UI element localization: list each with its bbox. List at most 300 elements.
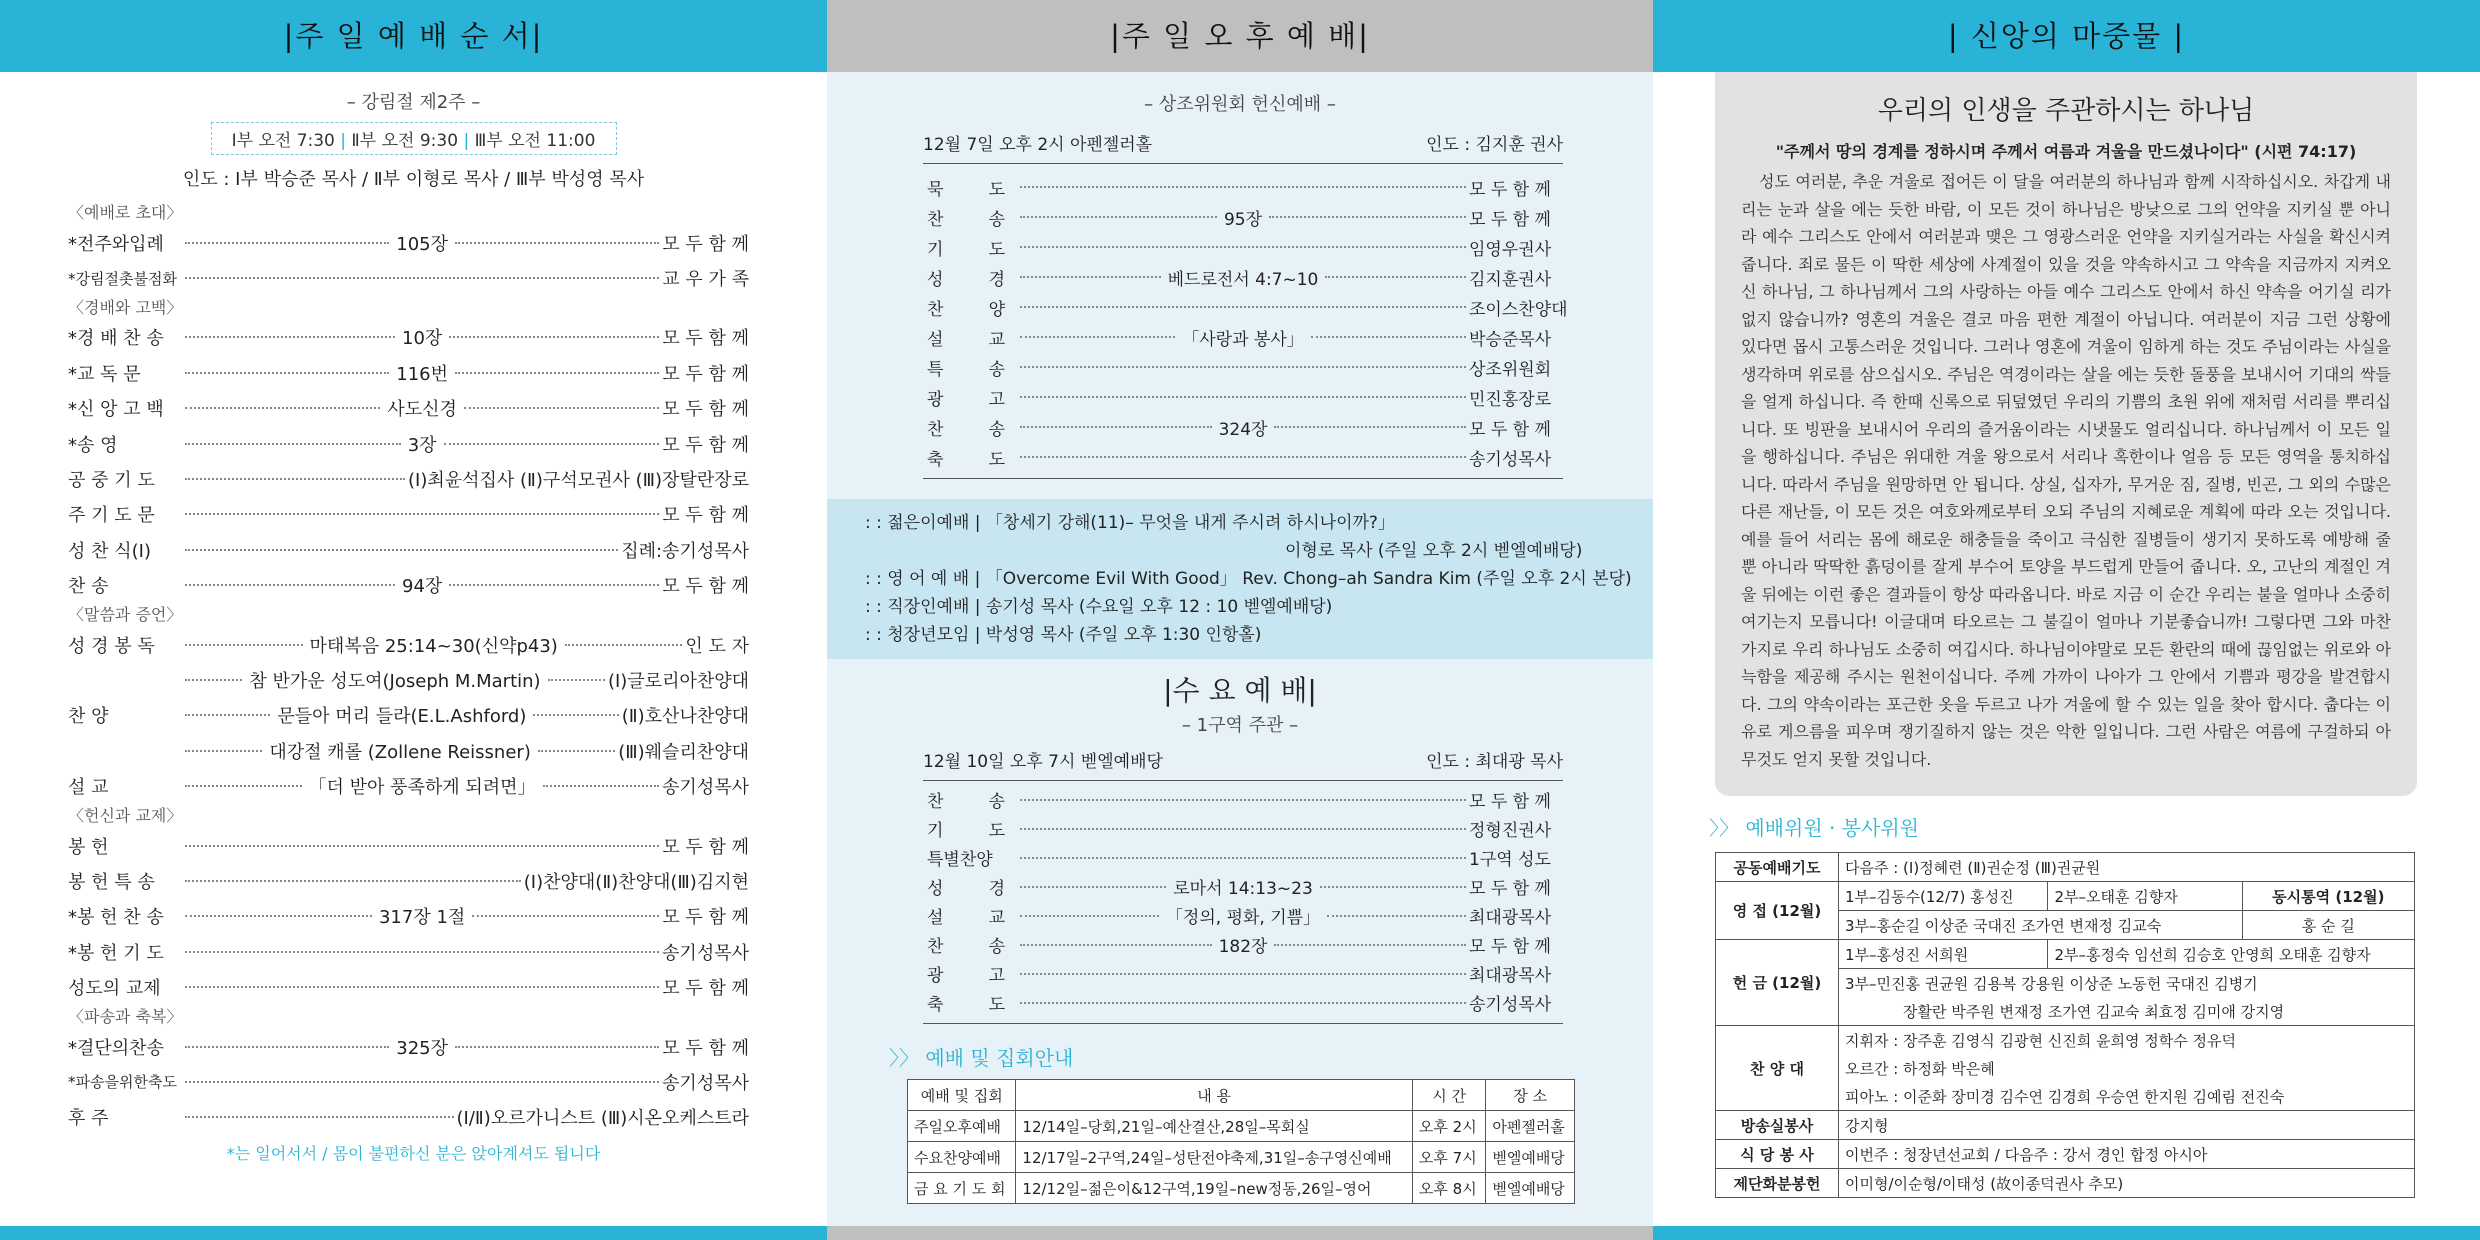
service-label-char: 경 [988,269,1005,290]
service-person: 모 두 함 께 [1469,792,1551,812]
order-person: (Ⅰ)찬양대(Ⅱ)찬양대(Ⅲ)김지현 [523,871,749,893]
dot-leader [185,785,302,787]
dot-leader [472,915,659,917]
order-row [68,1100,749,1135]
section-title: 〈말씀과 증언〉 [68,604,183,624]
dot-leader [185,1046,389,1048]
dot-leader [1020,216,1217,218]
service-row [927,292,1568,322]
dot-leader [185,372,389,374]
dot-leader [1020,336,1175,338]
order-row [68,1029,749,1064]
table-cell: 오르간 : 하정화 박은혜 [1839,1054,2415,1082]
dot-leader [449,584,659,586]
service-person: 1구역 성도 [1469,850,1551,870]
order-person: (Ⅱ)호산나찬양대 [621,706,749,728]
service-label [927,932,1017,957]
order-label: 성도의 교제 [68,978,161,1000]
table-cell: 금 요 기 도 회 [908,1173,1016,1204]
announcements [827,499,1653,659]
service-row [927,202,1561,232]
order-person: 송기성목사 [662,1072,749,1094]
dot-leader [1327,915,1466,917]
order-row [68,698,749,733]
table-header: 장 소 [1486,1080,1575,1111]
service-label [927,175,1017,200]
service-person: 상조위원회 [1469,359,1552,380]
dot-leader [464,407,659,409]
service-row [927,814,1561,843]
dot-leader [1020,915,1159,917]
order-label: 봉 헌 [68,836,109,858]
table-cell: 1부–홍성진 서희원 [1839,940,2048,969]
table-cell: 벧엘예배당 [1486,1142,1575,1173]
order-item: 대강절 캐롤 (Zollene Reissner) [269,741,531,763]
order-label: *파송을위한축도 [68,1073,177,1092]
order-item: 「더 받아 풍족하게 되려면」 [308,777,536,799]
dot-leader [449,336,659,338]
service-row [927,930,1561,959]
order-label: *봉 헌 찬 송 [68,907,164,929]
service-person: 최대광목사 [1469,908,1552,928]
service-person: 민진홍장로 [1469,389,1552,410]
service-person: 조이스찬양대 [1469,299,1568,320]
dot-leader [538,750,615,752]
dot-leader [185,679,242,681]
table-cell: 2부–홍정숙 임선희 김승호 안영희 오태훈 김향자 [2048,940,2415,969]
order-person: 모 두 함 께 [662,399,749,421]
service-label-char: 도 [988,821,1005,841]
order-item: 116번 [396,363,449,385]
service-label [927,845,1017,870]
wednesday-order [827,781,1653,1017]
order-row [68,391,749,426]
service-time-1: Ⅰ부 오전 7:30 [231,131,335,151]
service-label-char: 묵 [927,179,944,200]
order-person: (Ⅲ)웨슬리찬양대 [618,741,750,763]
service-row [927,442,1561,472]
dot-leader [185,714,270,716]
service-person: 박승준목사 [1469,329,1552,350]
order-row [68,863,749,898]
service-label [927,385,1017,410]
service-person: 김지훈권사 [1469,269,1552,290]
dot-leader [185,750,262,752]
table-cell: 피아노 : 이준화 장미경 김수연 김경희 우승연 한지원 김예림 전진숙 [1839,1082,2415,1111]
service-label-char: 찬 [927,792,944,812]
service-label-char: 송 [988,209,1005,230]
order-label: 성 경 봉 독 [68,635,155,657]
service-label [927,235,1017,260]
order-row [68,461,749,496]
order-row [68,733,749,768]
afternoon-info-right: 인도 : 김지훈 권사 [1426,135,1563,155]
table-cell: 제단화분봉헌 [1716,1169,1839,1198]
afternoon-info [923,116,1563,164]
section-title: 〈파송과 축복〉 [68,1006,183,1026]
service-person: 모 두 함 께 [1469,209,1551,230]
table-header: 내 용 [1016,1080,1413,1111]
service-label-char: 고 [988,966,1005,986]
dot-leader [1020,799,1466,801]
service-item: 182장 [1218,937,1268,957]
afternoon-header: |주 일 오 후 예 배| [827,0,1653,72]
table-cell: 12/12일–젊은이&12구역,19일–new정동,26일–영어 [1016,1173,1413,1204]
announcement-workers: : : 직장인예배 | 송기성 목사 (수요일 오후 12 : 10 벧엘예배당) [865,597,1333,617]
service-label-char: 찬 [927,937,944,957]
wednesday-sub: – 1구역 주관 – [1181,715,1299,736]
sunday-order-column [0,0,827,1240]
afternoon-service-column [827,0,1653,1240]
order-label: *송 영 [68,434,118,456]
service-person: 송기성목사 [1469,449,1552,470]
order-item: 317장 1절 [378,907,466,929]
service-row [927,872,1561,901]
table-cell: 지휘자 : 장주훈 김영식 김광현 신진희 윤희영 정학수 정유덕 [1839,1026,2415,1055]
service-label-char: 특별찬양 [927,850,993,870]
order-label: *신 앙 고 백 [68,399,164,421]
dot-leader [1020,1002,1466,1004]
order-row [68,320,749,355]
service-item: 「사랑과 봉사」 [1182,329,1304,350]
order-label: *전주와입례 [68,233,164,255]
order-row [68,969,749,1004]
devotional-verse: "주께서 땅의 경계를 정하시며 주께서 여름과 겨울을 만드셨나이다" (시편 74:17) [1775,142,2357,161]
wednesday-title: |수 요 예 배| [1163,674,1317,707]
table-cell: 식 당 봉 사 [1716,1140,1839,1169]
service-label-char: 교 [988,908,1005,928]
dot-leader [565,644,683,646]
table-row [908,1142,1575,1173]
table-cell: 영 접 (12월) [1716,882,1839,940]
dot-leader [1020,306,1466,308]
footer-bar [827,1226,1653,1240]
service-row [927,232,1561,262]
order-row [68,568,749,603]
service-label-char: 광 [927,389,944,410]
dot-leader [1325,276,1466,278]
service-label [927,325,1017,350]
dot-leader [1020,396,1466,398]
order-row [68,225,749,260]
order-row [68,934,749,969]
service-label-char: 찬 [927,419,944,440]
volunteer-table [1715,852,2415,1198]
order-row [68,260,749,295]
dot-leader [185,242,389,244]
service-label [927,415,1017,440]
order-person: (Ⅰ)글로리아찬양대 [607,670,750,692]
service-label-char: 축 [927,449,944,470]
service-label-char: 기 [927,821,944,841]
service-label-char: 경 [988,879,1005,899]
footer-bar [0,1226,827,1240]
section-title: 〈헌신과 교제〉 [68,805,183,825]
dot-leader [1020,276,1161,278]
dot-leader [185,443,401,445]
dot-leader [1020,246,1466,248]
table-cell: 3부–민진홍 권균원 김용복 강용원 이상준 노동헌 국대진 김병기 [1839,969,2415,998]
order-label: 찬 양 [68,706,109,728]
service-label-char: 도 [988,995,1005,1015]
order-label: 설 교 [68,777,109,799]
order-item: 105장 [396,233,449,255]
order-label: *교 독 문 [68,363,141,385]
dot-leader [185,549,618,551]
order-label: 봉 헌 특 송 [68,871,155,893]
service-person: 임영우권사 [1469,239,1552,260]
wednesday-info [923,737,1563,781]
announcement-english: : : 영 어 예 배 | 「Overcome Evil With Good」 Rev. Chong–ah Sandra Kim (주일 오후 2시 본당) [865,569,1632,589]
service-row [927,843,1561,872]
order-label: *강림절촛불점화 [68,269,177,288]
order-person: (Ⅰ/Ⅱ)오르가니스트 (Ⅲ)시온오케스트라 [456,1108,749,1130]
divider: | [340,131,352,151]
dot-leader [548,679,605,681]
service-person: 정형진권사 [1469,821,1552,841]
service-person: 송기성목사 [1469,995,1552,1015]
table-header: 예배 및 집회 [908,1080,1016,1111]
order-row [68,1064,749,1099]
dot-leader [1274,944,1466,946]
dot-leader [1020,426,1212,428]
order-person: 모 두 함 께 [662,907,749,929]
order-row [68,497,749,532]
table-cell: 주일오후예배 [908,1111,1016,1142]
order-person: 교 우 가 족 [662,269,749,291]
order-label: 공 중 기 도 [68,470,155,492]
dot-leader [455,1046,659,1048]
service-row [927,322,1561,352]
table-row [1716,1111,2415,1140]
service-label-char: 설 [927,908,944,928]
service-times [211,122,617,155]
service-item: 324장 [1218,419,1268,440]
service-label-char: 고 [988,389,1005,410]
order-person: 모 두 함 께 [662,363,749,385]
wednesday-info-right: 인도 : 최대광 목사 [1426,752,1563,772]
service-label [927,265,1017,290]
order-label: 찬 송 [68,576,109,598]
service-label-char: 송 [988,419,1005,440]
service-label [927,295,1017,320]
dot-leader [185,336,395,338]
order-item: 94장 [402,576,443,598]
service-person: 모 두 함 께 [1469,937,1551,957]
order-label: *경 배 찬 송 [68,328,164,350]
dot-leader [185,986,659,988]
service-row [927,172,1561,202]
table-cell: 이번주 : 청장년선교회 / 다음주 : 강서 경인 합정 아시아 [1839,1140,2415,1169]
order-person: 모 두 함 께 [662,1037,749,1059]
order-person: 모 두 함 께 [662,978,749,1000]
order-item: 문들아 머리 들라(E.L.Ashford) [277,706,527,728]
meeting-table [907,1079,1575,1204]
dot-leader [444,443,660,445]
service-person: 모 두 함 께 [1469,879,1551,899]
order-row [68,627,749,662]
service-item: 베드로전서 4:7~10 [1167,269,1319,290]
dot-leader [1020,973,1466,975]
dot-leader [1269,216,1466,218]
service-row [927,352,1561,382]
dot-leader [1020,366,1466,368]
afternoon-info-left: 12월 7일 오후 2시 아펜젤러홀 [923,135,1153,155]
order-label: 주 기 도 문 [68,505,155,527]
service-label-char: 송 [988,359,1005,380]
dot-leader [185,880,521,882]
table-row [908,1111,1575,1142]
order-item: 사도신경 [387,399,457,421]
service-person: 모 두 함 께 [1469,179,1551,200]
order-item: 325장 [396,1037,449,1059]
service-item: 로마서 14:13~23 [1173,879,1313,899]
order-row [68,662,749,697]
table-cell: 벧엘예배당 [1486,1173,1575,1204]
order-person: 모 두 함 께 [662,836,749,858]
service-label-char: 도 [988,449,1005,470]
table-cell: 찬 양 대 [1716,1026,1839,1111]
order-person: 모 두 함 께 [662,505,749,527]
dot-leader [185,845,659,847]
service-label [927,355,1017,380]
meeting-table-title: 〉〉 예배 및 집회안내 [889,1046,1074,1070]
table-cell: 수요찬양예배 [908,1142,1016,1173]
order-list [0,201,827,1135]
service-row [927,901,1561,930]
order-person: 집례:송기성목사 [621,540,749,562]
dot-leader [1020,456,1466,458]
table-cell: 아펜젤러홀 [1486,1111,1575,1142]
devotional-column [1653,0,2480,1240]
dot-leader [533,714,618,716]
service-label-char: 양 [988,299,1005,320]
volunteer-title: 〉〉 예배위원 · 봉사위원 [1709,816,1919,840]
service-item: 95장 [1223,209,1263,230]
table-cell: 장활란 박주원 변재정 조가연 김교숙 최효정 김미애 강지영 [1839,997,2415,1026]
order-row [68,532,749,567]
order-item: 마태복음 25:14~30(신약p43) [309,635,558,657]
order-person: 모 두 함 께 [662,233,749,255]
wednesday-info-left: 12월 10일 오후 7시 벧엘예배당 [923,752,1163,772]
dot-leader [185,644,303,646]
table-cell: 3부–홍순길 이상준 국대진 조가연 변재정 김교숙 [1839,911,2243,940]
service-label-char: 성 [927,879,944,899]
order-item: 참 반가운 성도여(Joseph M.Martin) [249,670,541,692]
afternoon-order [827,164,1653,472]
dot-leader [185,1116,454,1118]
service-label [927,961,1017,986]
dot-leader [185,407,380,409]
service-row [927,382,1561,412]
service-leaders: 인도 : Ⅰ부 박승준 목사 / Ⅱ부 이형로 목사 / Ⅲ부 박성영 목사 [182,169,645,190]
table-cell: 2부–오태훈 김향자 [2048,882,2242,911]
dot-leader [1020,944,1212,946]
table-cell: 오후 7시 [1412,1142,1485,1173]
service-time-3: Ⅲ부 오전 11:00 [474,131,596,151]
table-cell: 오후 8시 [1412,1173,1485,1204]
afternoon-sub: – 상조위원회 헌신예배 – [1144,94,1336,115]
order-label: 후 주 [68,1108,109,1130]
dot-leader [185,951,659,953]
table-cell: 공동예배기도 [1716,853,1839,882]
table-row [1716,882,2415,911]
table-row [1716,940,2415,969]
service-label-char: 찬 [927,209,944,230]
divider: | [463,131,475,151]
order-person: 송기성목사 [662,942,749,964]
service-label-char: 교 [988,329,1005,350]
service-label-char: 설 [927,329,944,350]
table-cell: 다음주 : (Ⅰ)정혜련 (Ⅱ)권순정 (Ⅲ)권균원 [1839,853,2415,882]
table-cell: 이미형/이순형/이태성 (故이종덕권사 추모) [1839,1169,2415,1198]
service-label [927,816,1017,841]
order-label: *봉 헌 기 도 [68,942,164,964]
service-label [927,990,1017,1015]
divider [923,478,1563,479]
announcement-young-detail: 이형로 목사 (주일 오후 2시 벧엘예배당) [1285,541,1583,561]
service-label-char: 도 [988,239,1005,260]
announcement-young: : : 젊은이예배 | 「창세기 강해(11)– 무엇을 내게 주시려 하시나이까?」 [865,513,1395,533]
order-row [68,768,749,803]
table-row [1716,1169,2415,1198]
footer-bar [1653,1226,2480,1240]
service-label-char: 기 [927,239,944,260]
table-header: 시 간 [1412,1080,1485,1111]
order-item: 3장 [407,434,437,456]
table-row [1716,853,2415,882]
order-person: 모 두 함 께 [662,328,750,350]
order-label: 성 찬 식(Ⅰ) [68,540,151,562]
devotional-panel [1715,72,2417,796]
service-label-char: 찬 [927,299,944,320]
service-label-char: 송 [988,937,1005,957]
table-row [1716,1026,2415,1055]
dot-leader [455,242,659,244]
table-cell: 홍 순 길 [2242,911,2414,940]
service-person: 모 두 함 께 [1469,419,1551,440]
service-label-char: 도 [988,179,1005,200]
dot-leader [185,915,372,917]
dot-leader [1020,886,1166,888]
service-row [927,785,1561,814]
devotional-header: | 신앙의 마중물 | [1653,0,2480,72]
announcement-adults: : : 청장년모임 | 박성영 목사 (주일 오후 1:30 인항홀) [865,625,1262,645]
table-cell: 강지형 [1839,1111,2415,1140]
dot-leader [185,1081,659,1083]
table-cell: 1부–김동수(12/7) 홍성진 [1839,882,2048,911]
dot-leader [1320,886,1466,888]
service-label-char: 성 [927,269,944,290]
section-title: 〈예배로 초대〉 [68,203,183,222]
table-cell: 동시통역 (12월) [2242,882,2414,911]
order-row [68,355,749,390]
order-person: 인 도 자 [685,635,749,657]
table-cell: 12/17일–2구역,24일–성탄전야축제,31일–송구영신예배 [1016,1142,1413,1173]
dot-leader [1274,426,1466,428]
service-row [927,262,1561,292]
service-label [927,874,1017,899]
dot-leader [455,372,659,374]
devotional-body: 성도 여러분, 추운 겨울로 접어든 이 달을 여러분의 하나님과 함께 시작하십시오. 차갑게 내리는 눈과 살을 에는 듯한 바람, 이 모든 것이 하나님은 방낮으로 그의 언약을 지키실 뿐 아니라 예수 그리스도 안에서 여러분과 맺은 그 영광스러운 언약을 지키실거라는 사실을 확신시켜 줍니다. 죄로 물든 이 딱한 세상에 사계절이 있을 것을 약속하시고 그 약속을 지금까지 지켜오신 하나님, 그 하나님께서 그의 사랑하는 아들 예수 그리스도 안에서 하신 약속을 어기실 리가 없지 않습니까? 영혼의 겨울은 결코 마음 편한 계절이 아닙니다. 여러분이 지금 그런 상황에 있다면 몹시 고통스러운 것입니다. 그러나 영혼에 겨울이 임하게 하는 것도 주님이라는 사실을 생각하며 위로를 삼으십시오. 주님은 역경이라는 살을 에는 듯한 돌풍을 보내시어 기대의 싹들을 얼게 하십니다. 즉 한때 신록으로 뒤덮였던 우리의 기쁨의 초원 위에 재처럼 서리를 뿌리십니다. 또 빙판을 보내시어 우리의 즐거움이라는 시냇물도 얼리십니다. 하나님께서 이 모든 일을 행하십니다. 주님은 위대한 겨울 왕으로서 서리나 혹한이나 얼음 등 모든 영역을 통치하십니다. 따라서 주님을 원망하면 안 됩니다. 상실, 십자가, 무거운 짐, 질병, 빈곤, 그 외의 수많은 다른 재난들, 이 모든 것은 여호와께로부터 오되 주님의 지혜로운 계획에 따라 오는 것입니다. 예를 들어 서리는 몸에 해로운 해충들을 죽이고 극심한 질병들이 생기지 못하도록 예방해 줄 뿐 아니라 딱딱한 흙덩이를 잘게 부수어 토양을 부드럽게 만들어 줍니다. 오, 고난의 계절인 겨울 뒤에는 이런 좋은 결과들이 항상 따라옵니다. 바로 지금 이 순간 우리는 불을 얼마나 소중히 여기는지 모릅니다! 이글대며 타오르는 그 불길이 얼마나 기분좋습니까! 그렇다면 그와 마찬가지로 우리 하나님도 소중히 여깁시다. 하나님이야말로 모든 환란의 때에 끊임없는 위로와 아늑함을 제공해 주시는 원천이십니다. 주께 가까이 나아가 그 안에서 기쁨과 평강을 발견합시다. 그의 약속이라는 포근한 옷을 두르고 나가 겨울에 할 수 있는 일을 찾아 합시다. 춥다는 이유로 게으름을 피우며 쟁기질하지 않는 것은 악한 일입니다. 그런 사람은 여름에 구걸하되 아무것도 얻지 못할 것입니다. [1741,172,2391,769]
table-row [1716,1140,2415,1169]
order-row [68,828,749,863]
service-label [927,445,1017,470]
service-label-char: 광 [927,966,944,986]
service-label-char: 특 [927,359,944,380]
dot-leader [1020,857,1466,859]
dot-leader [1020,828,1466,830]
